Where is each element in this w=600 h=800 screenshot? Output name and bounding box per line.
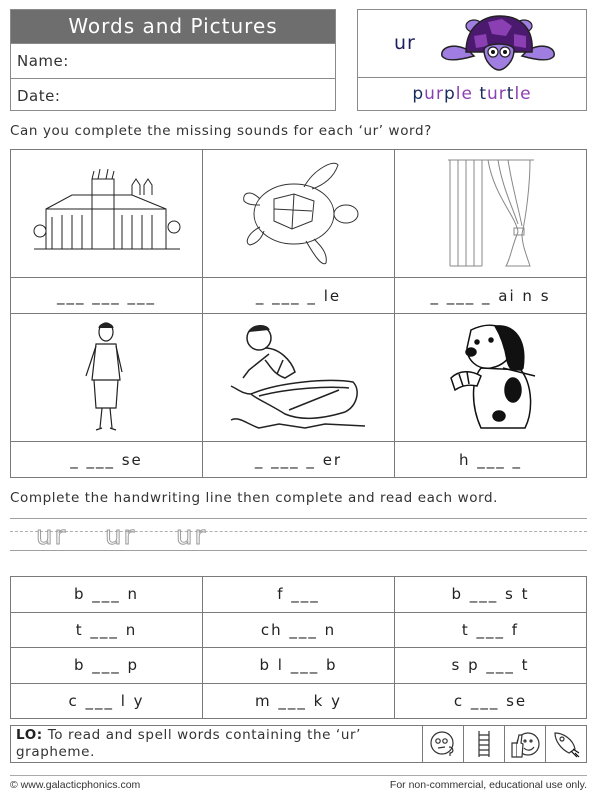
table-row bbox=[11, 648, 587, 684]
name-field[interactable] bbox=[11, 44, 335, 79]
missing-sound-word[interactable]: _ ___ _ ai n s bbox=[395, 278, 587, 314]
lo-label: LO: bbox=[16, 727, 43, 743]
hurt-dog-icon bbox=[441, 320, 541, 435]
phrase-segment: ur bbox=[487, 84, 507, 104]
sound-card bbox=[357, 9, 587, 111]
word-cell[interactable]: t ___ f bbox=[395, 613, 587, 649]
section1-instruction: Can you complete the missing sounds for each ‘ur’ word? bbox=[10, 123, 432, 139]
missing-sound-word[interactable]: h ___ _ bbox=[395, 442, 587, 478]
lo-text-block bbox=[11, 726, 423, 762]
phrase-segment: le bbox=[455, 84, 473, 104]
surfer-picture bbox=[203, 314, 395, 442]
word-cell[interactable]: c ___ se bbox=[395, 684, 587, 720]
missing-sound-word[interactable]: ___ ___ ___ bbox=[11, 278, 203, 314]
worksheet-header bbox=[10, 9, 336, 111]
thumbs-up-icon[interactable] bbox=[505, 726, 546, 762]
table-row bbox=[11, 613, 587, 649]
date-label: Date: bbox=[17, 87, 61, 105]
sea-turtle-icon bbox=[234, 159, 364, 269]
word-cell[interactable]: ch ___ n bbox=[203, 613, 395, 649]
learning-objective bbox=[10, 725, 587, 763]
handwriting-mid-line bbox=[10, 531, 587, 532]
phrase-segment: p bbox=[412, 84, 425, 104]
trace-letters: ur bbox=[36, 521, 68, 551]
phrase-segment: ur bbox=[424, 84, 444, 104]
confused-face-icon[interactable] bbox=[423, 726, 464, 762]
sound-label: ur bbox=[394, 32, 416, 54]
footer-usage-note: For non-commercial, educational use only. bbox=[389, 779, 587, 791]
name-label: Name: bbox=[17, 52, 69, 70]
lo-description: To read and spell words containing the ‘ur’ grapheme. bbox=[16, 727, 362, 760]
section2-instruction: Complete the handwriting line then complete and read each word. bbox=[10, 490, 499, 506]
phrase-segment: p bbox=[443, 84, 456, 104]
missing-sound-word[interactable]: _ ___ se bbox=[11, 442, 203, 478]
phrase-segment: t bbox=[472, 84, 487, 104]
trace-letters: ur bbox=[105, 521, 137, 551]
handwriting-top-line bbox=[10, 518, 587, 519]
phrase-segment: le bbox=[514, 84, 532, 104]
surfer-icon bbox=[229, 320, 369, 435]
table-row bbox=[11, 577, 587, 613]
word-cell[interactable]: m ___ k y bbox=[203, 684, 395, 720]
trace-letters: ur bbox=[176, 521, 208, 551]
church-icon bbox=[32, 169, 182, 259]
picture-grid bbox=[10, 149, 587, 478]
table-row bbox=[11, 684, 587, 720]
hurt-dog-picture bbox=[395, 314, 587, 442]
footer-divider bbox=[10, 775, 587, 776]
handwriting-base-line[interactable] bbox=[10, 550, 587, 551]
word-table bbox=[10, 576, 587, 719]
church-picture bbox=[11, 150, 203, 278]
date-field[interactable] bbox=[11, 79, 335, 113]
worksheet-title: Words and Pictures bbox=[11, 10, 335, 44]
word-cell[interactable]: b ___ s t bbox=[395, 577, 587, 613]
nurse-picture bbox=[11, 314, 203, 442]
ladder-icon[interactable] bbox=[464, 726, 505, 762]
footer-copyright[interactable]: © www.galacticphonics.com bbox=[10, 779, 141, 791]
word-cell[interactable]: b l ___ b bbox=[203, 648, 395, 684]
word-cell[interactable]: b ___ p bbox=[11, 648, 203, 684]
missing-sound-word[interactable]: _ ___ _ le bbox=[203, 278, 395, 314]
phrase-segment: t bbox=[506, 84, 515, 104]
word-cell[interactable]: b ___ n bbox=[11, 577, 203, 613]
curtains-picture bbox=[395, 150, 587, 278]
word-cell[interactable]: c ___ l y bbox=[11, 684, 203, 720]
purple-turtle-icon bbox=[438, 12, 558, 74]
turtle-picture bbox=[203, 150, 395, 278]
word-cell[interactable]: s p ___ t bbox=[395, 648, 587, 684]
nurse-icon bbox=[82, 320, 132, 435]
rocket-icon[interactable] bbox=[546, 726, 586, 762]
word-cell[interactable]: t ___ n bbox=[11, 613, 203, 649]
sound-phrase bbox=[358, 78, 586, 112]
curtains-icon bbox=[446, 156, 536, 271]
missing-sound-word[interactable]: _ ___ _ er bbox=[203, 442, 395, 478]
word-cell[interactable]: f ___ bbox=[203, 577, 395, 613]
